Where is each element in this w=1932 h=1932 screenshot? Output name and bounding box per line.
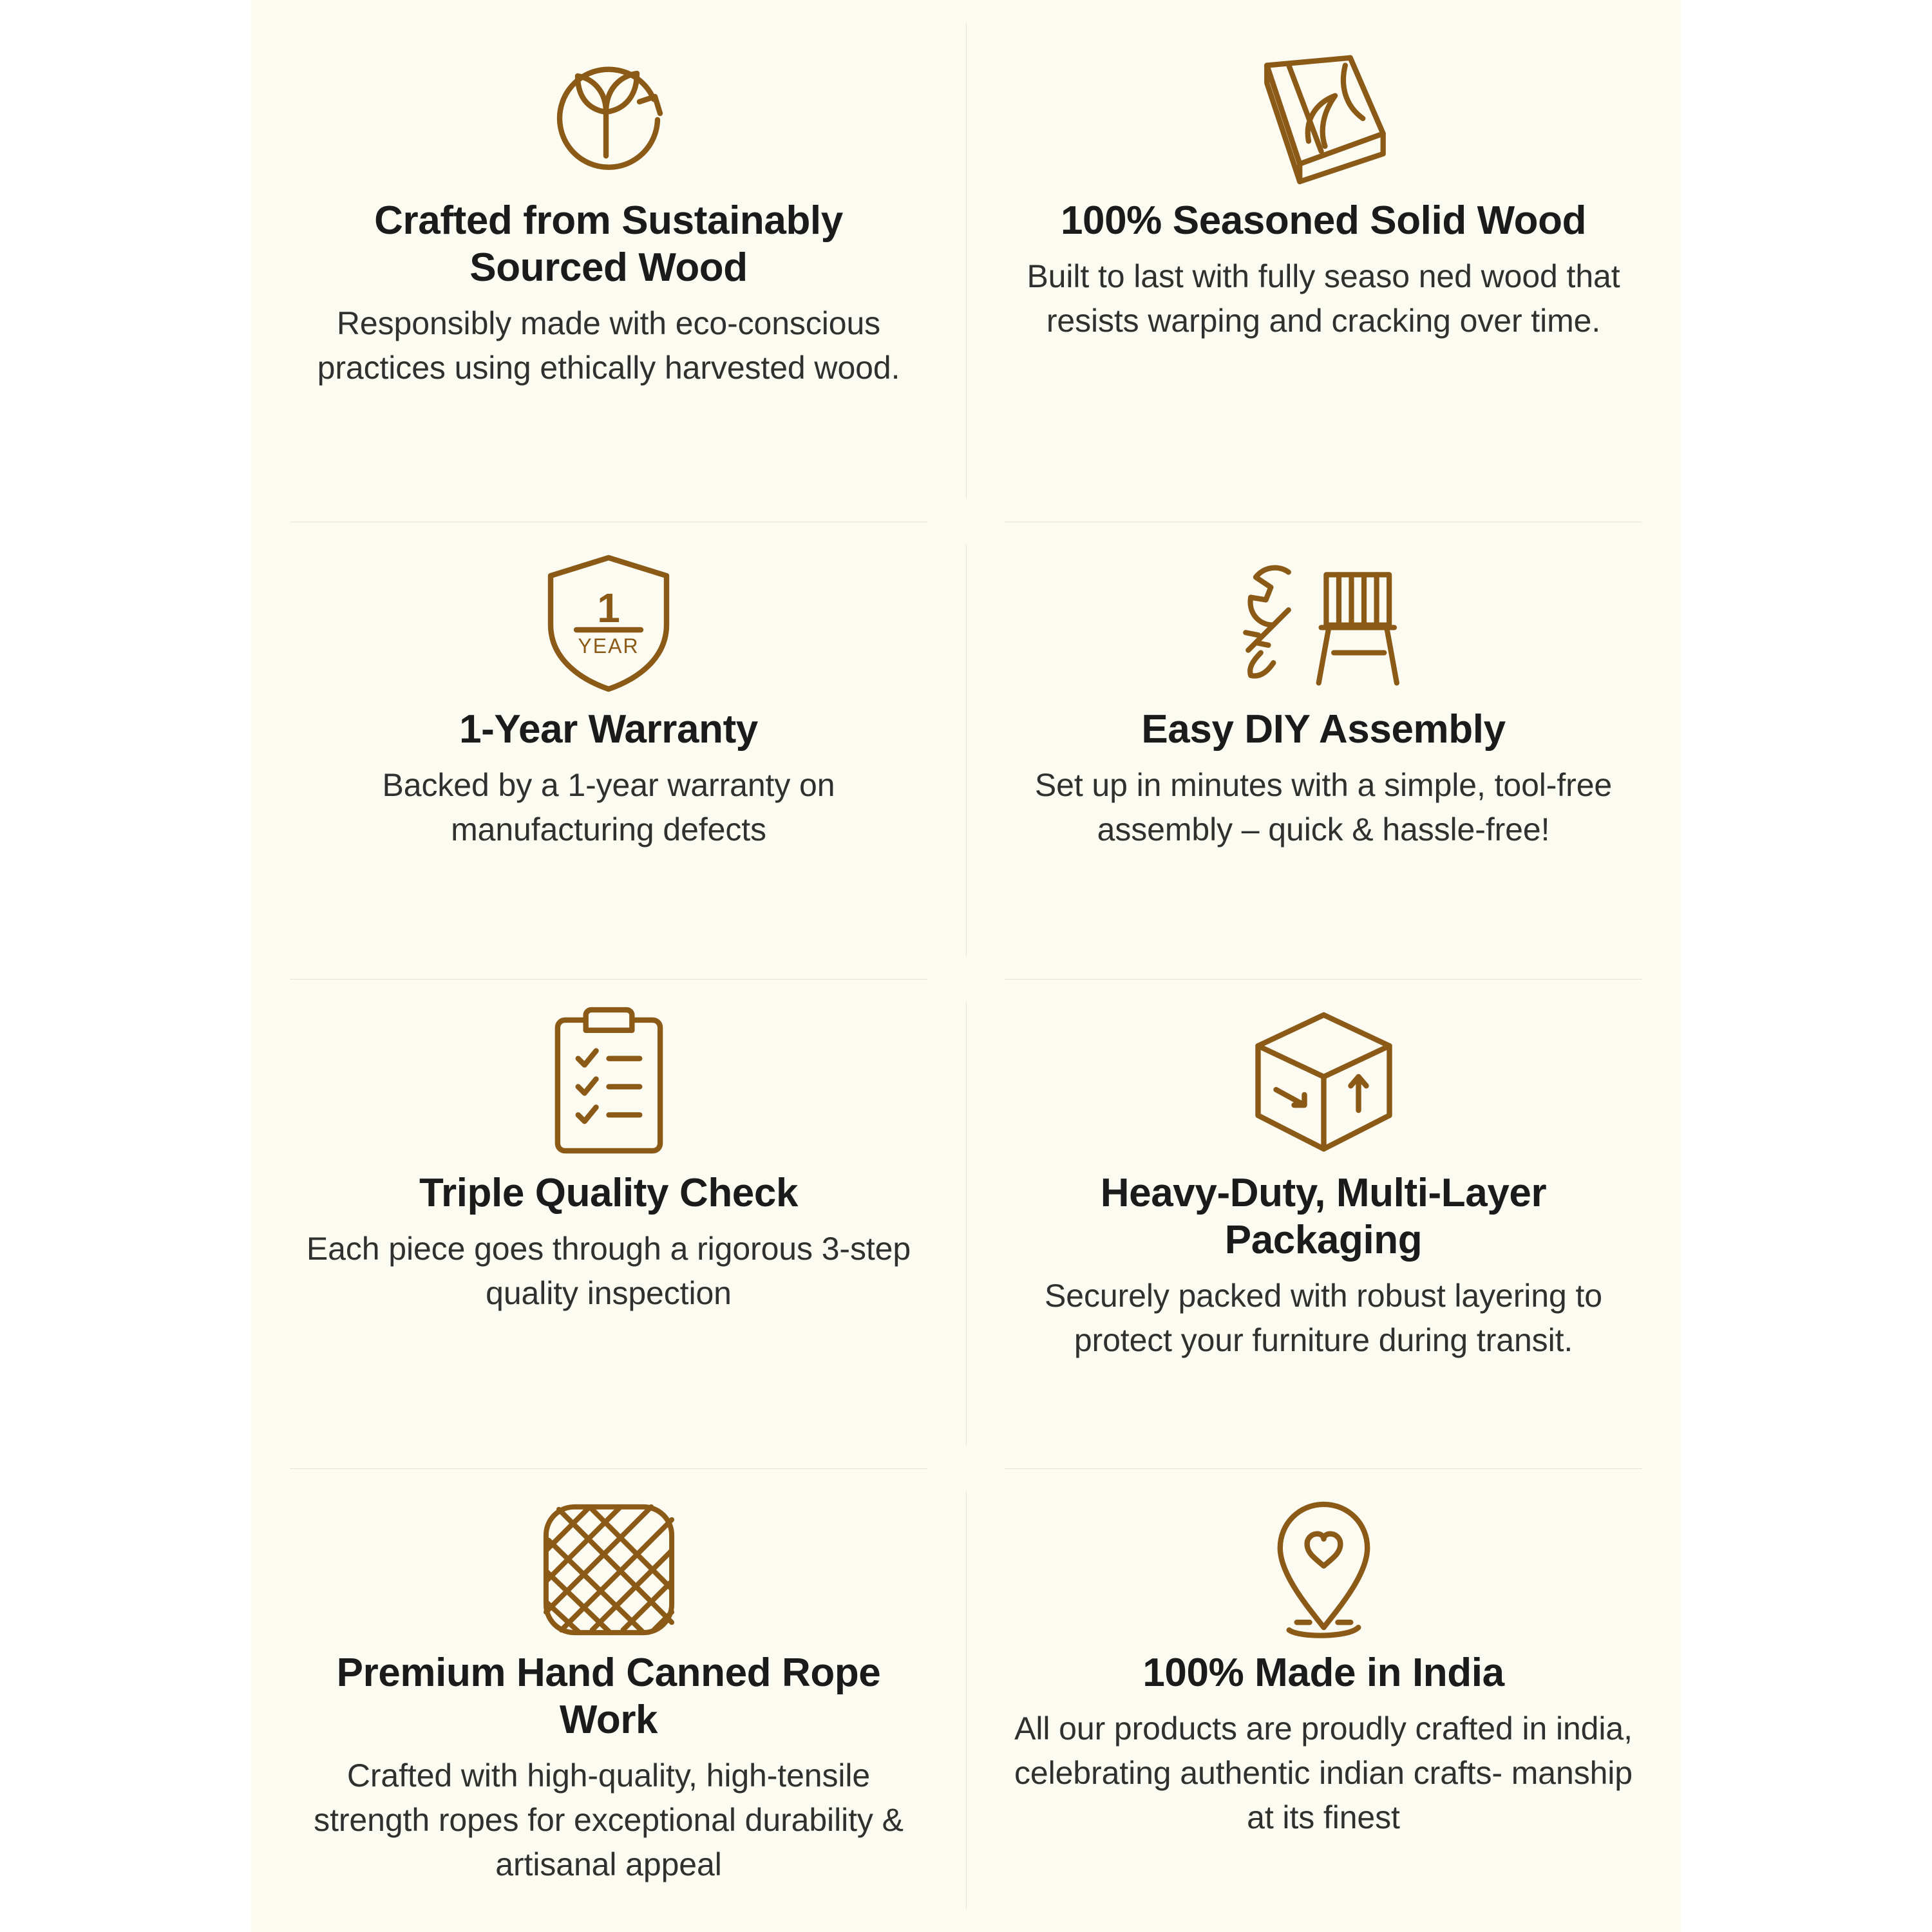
feature-description: Responsibly made with eco-conscious practices using ethically harvested wood.	[317, 305, 900, 386]
clipboard-checklist-icon	[540, 979, 678, 1159]
feature-description: Securely packed with robust layering to protect your furniture during transit.	[1045, 1278, 1602, 1359]
feature-description: Set up in minutes with a simple, tool-free assembly – quick & hassle-free!	[1034, 767, 1613, 848]
feature-grid	[251, 0, 1681, 1932]
feature-title: Triple Quality Check	[419, 1171, 799, 1215]
feature-card-made-in-india	[966, 1468, 1681, 1932]
feature-description: All our products are proudly crafted in india, celebrating authentic indian crafts- manship at its finest	[1014, 1710, 1633, 1836]
feature-description: Each piece goes through a rigorous 3-step quality inspection	[306, 1231, 911, 1312]
feature-title: 100% Seasoned Solid Wood	[1060, 198, 1587, 243]
svg-text:1: 1	[597, 585, 620, 631]
feature-description: Crafted with high-quality, high-tensile strength ropes for exceptional durability & artisanal appeal	[314, 1757, 904, 1883]
feature-title: 100% Made in India	[1142, 1651, 1504, 1695]
feature-title: Crafted from Sustainably Sourced Wood	[374, 198, 843, 290]
woven-rope-icon	[533, 1468, 685, 1645]
feature-title: Easy DIY Assembly	[1141, 707, 1506, 752]
feature-card-warranty	[251, 522, 966, 979]
feature-title: Heavy-Duty, Multi-Layer Packaging	[1100, 1171, 1547, 1263]
feature-title: Premium Hand Canned Rope Work	[336, 1651, 881, 1743]
wrench-chair-icon	[1235, 522, 1412, 696]
package-box-icon	[1245, 979, 1403, 1159]
feature-card-solid-wood	[966, 0, 1681, 522]
feature-card-rope-work	[251, 1468, 966, 1932]
feature-card-sustainable-wood	[251, 0, 966, 522]
feature-title: 1-Year Warranty	[459, 707, 758, 752]
leaf-recycle-icon	[531, 0, 686, 193]
feature-card-diy-assembly	[966, 522, 1681, 979]
wood-plank-icon	[1242, 0, 1406, 193]
location-heart-icon	[1258, 1468, 1390, 1645]
feature-card-quality-check	[251, 979, 966, 1468]
feature-description: Built to last with fully seaso ned wood that resists warping and cracking over time.	[1027, 258, 1620, 339]
feature-description: Backed by a 1-year warranty on manufacturing defects	[382, 767, 835, 848]
feature-card-packaging	[966, 979, 1681, 1468]
svg-text:YEAR: YEAR	[578, 634, 639, 658]
shield-warranty-icon	[538, 522, 679, 696]
